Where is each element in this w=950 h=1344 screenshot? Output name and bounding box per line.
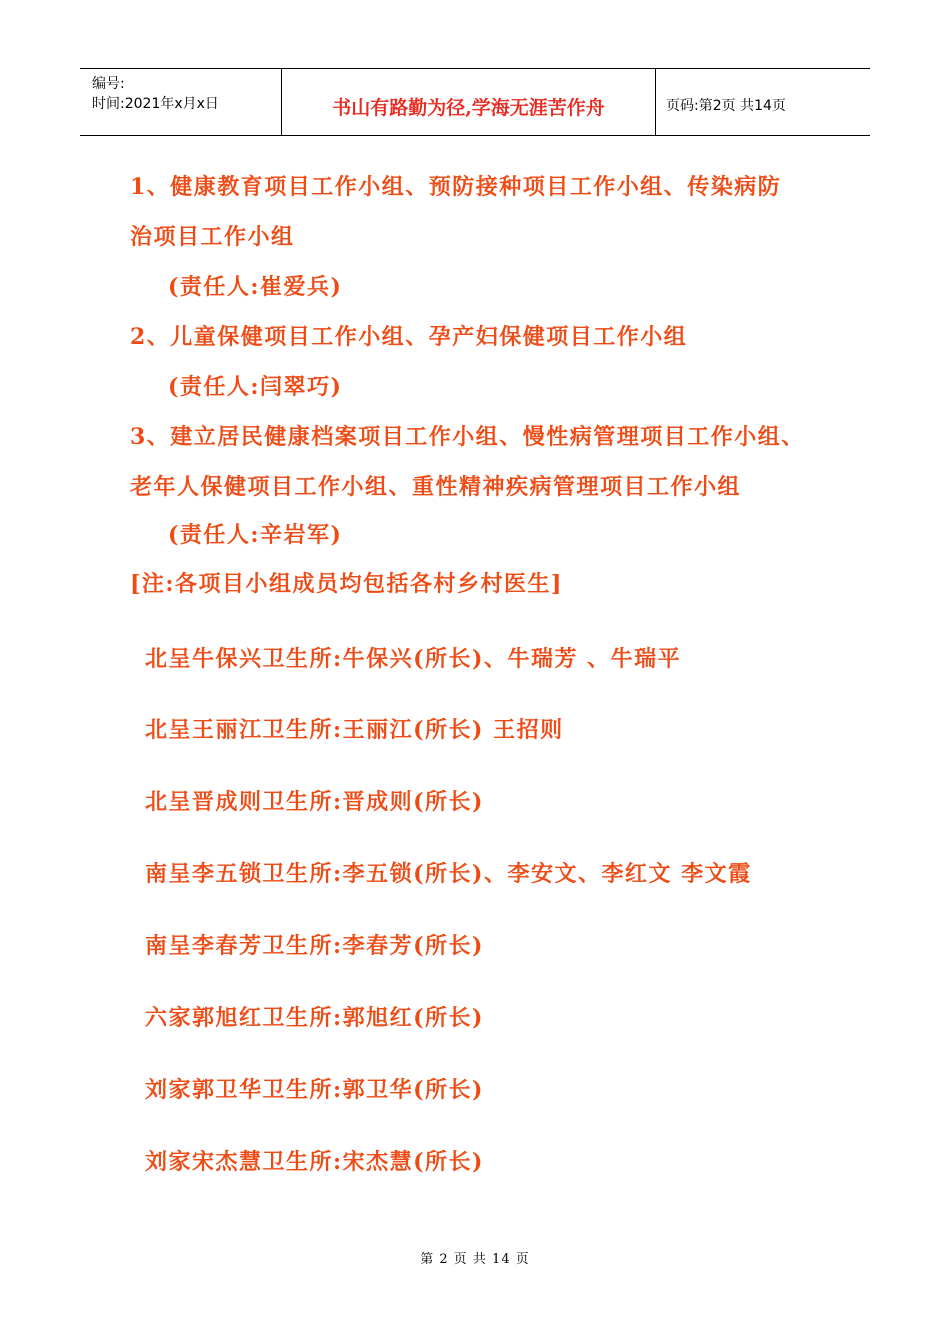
page-label: 页码:第2页 共14页 xyxy=(666,98,786,114)
section-2-responsible: (责任人:闫翠巧) xyxy=(168,374,343,400)
date-label: 时间:2021年x月x日 xyxy=(92,96,219,112)
clinic-item: 北呈王丽江卫生所:王丽江(所长) 王招则 xyxy=(145,717,564,743)
clinic-item: 北呈牛保兴卫生所:牛保兴(所长)、牛瑞芳 、牛瑞平 xyxy=(145,646,682,672)
page-footer: 第 2 页 共 14 页 xyxy=(420,1252,530,1267)
section-3-title-line1: 3、建立居民健康档案项目工作小组、慢性病管理项目工作小组、 xyxy=(130,424,805,450)
section-1-responsible: (责任人:崔爱兵) xyxy=(168,274,343,300)
clinic-item: 北呈晋成则卫生所:晋成则(所长) xyxy=(145,789,484,815)
section-3-responsible: (责任人:辛岩军) xyxy=(168,522,343,548)
section-3-title-line2: 老年人保健项目工作小组、重性精神疾病管理项目工作小组 xyxy=(130,474,742,500)
clinic-item: 南呈李春芳卫生所:李春芳(所长) xyxy=(145,933,484,959)
section-2-title-line1: 2、儿童保健项目工作小组、孕产妇保健项目工作小组 xyxy=(130,324,688,350)
header-middle-cell xyxy=(282,69,656,135)
clinic-item: 六家郭旭红卫生所:郭旭红(所长) xyxy=(145,1005,484,1031)
header-left-cell xyxy=(80,69,282,135)
motto-text: 书山有路勤为径,学海无涯苦作舟 xyxy=(332,97,605,119)
clinic-item: 南呈李五锁卫生所:李五锁(所长)、李安文、李红文 李文霞 xyxy=(145,861,752,887)
section-1-title-line2: 治项目工作小组 xyxy=(130,224,295,250)
page-header xyxy=(80,68,870,136)
number-label: 编号: xyxy=(92,76,125,92)
members-note: [注:各项目小组成员均包括各村乡村医生] xyxy=(130,571,563,597)
clinic-item: 刘家宋杰慧卫生所:宋杰慧(所长) xyxy=(145,1149,484,1175)
header-right-cell xyxy=(656,69,870,135)
clinic-item: 刘家郭卫华卫生所:郭卫华(所长) xyxy=(145,1077,484,1103)
section-1-title-line1: 1、健康教育项目工作小组、预防接种项目工作小组、传染病防 xyxy=(130,174,782,200)
